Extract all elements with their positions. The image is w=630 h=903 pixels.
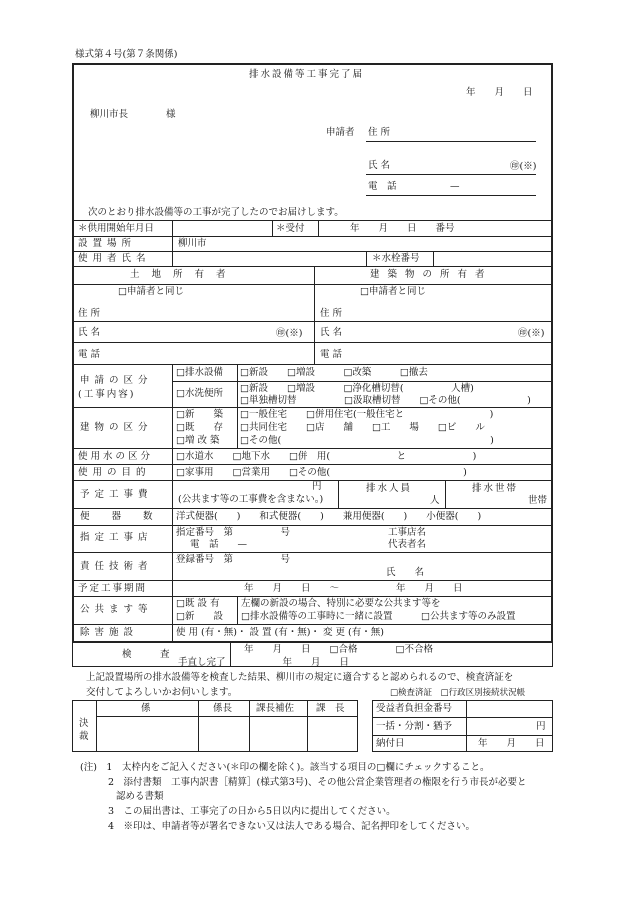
label-engineer: 責任技術者 <box>80 561 153 572</box>
rule <box>466 700 467 752</box>
representative[interactable]: 代表者名 <box>388 539 427 550</box>
rule <box>237 596 238 624</box>
engineer-name[interactable]: 氏 名 <box>386 567 425 578</box>
applicant-label: 申請者 <box>326 127 355 138</box>
rule <box>72 624 553 625</box>
toilet-options-2[interactable]: □単独槽切替 □汲取槽切替 □その他( ) <box>240 395 531 406</box>
rule <box>72 407 553 408</box>
building-phone: 電 話 <box>320 349 343 360</box>
land-seal: ㊞(※) <box>276 328 303 339</box>
contractor-phone[interactable]: 電 話 — <box>190 539 248 550</box>
b1-options[interactable]: □一般住宅 □併用住宅(一般住宅と ) <box>240 409 494 420</box>
rule <box>445 480 446 508</box>
rule <box>72 580 553 581</box>
toilet-counts[interactable]: 洋式便器( ) 和式便器( ) 兼用便器( ) 小便器( ) <box>176 511 482 522</box>
applicant-address-label: 住 所 <box>368 127 391 138</box>
rule <box>72 448 553 449</box>
pb1-check[interactable]: □既 設 有 <box>176 598 220 609</box>
contractor-no[interactable]: 指定番号 第 号 <box>176 527 291 538</box>
phone-dash: — <box>450 181 460 192</box>
rule <box>72 266 553 267</box>
approval-col-staff: 係 <box>141 703 151 714</box>
note-1: (注) 1 太枠内をご記入ください(＊印の欄を除く)。該当する項目の□欄にチェックすること。 <box>80 762 490 773</box>
name-underline[interactable] <box>366 174 536 175</box>
statement-1: 上記設置場所の排水設備等を検査した結果、柳川市の規定に適合すると認められるので、検査済証を <box>86 672 514 683</box>
rule <box>372 735 553 736</box>
label-burden-no: 受益者負担金番号 <box>376 703 453 714</box>
paid-date-value[interactable]: 年 月 日 <box>478 738 545 749</box>
label-contractor: 指定工事店 <box>80 532 153 543</box>
label-app-sub: (工事内容) <box>78 389 136 400</box>
receipt-value[interactable]: 年 月 日 番号 <box>350 223 455 234</box>
water-options[interactable]: □水道水 □地下水 □併 用( と ) <box>176 451 477 462</box>
approval-col-director: 課 長 <box>316 703 345 714</box>
label-paid-date: 納付日 <box>376 738 405 749</box>
same-land-check[interactable]: □申請者と同じ <box>118 286 184 297</box>
label-people: 排水人員 <box>366 483 413 494</box>
purpose-options[interactable]: □家事用 □営業用 □その他( ) <box>176 467 467 478</box>
b2-check[interactable]: □既 存 <box>176 422 223 433</box>
rule <box>96 700 97 752</box>
rule <box>172 624 173 643</box>
toilet-check[interactable]: □水洗便所 <box>176 388 223 399</box>
rule <box>366 251 367 266</box>
phone-underline[interactable] <box>366 195 536 196</box>
form-frame <box>72 63 553 643</box>
b3-options[interactable]: □その他( ) <box>240 435 494 446</box>
contractor-name[interactable]: 工事店名 <box>388 527 427 538</box>
label-water-type: 使用水の区分 <box>78 451 154 462</box>
inspection-result[interactable]: 年 月 日 □合格 □不合格 <box>244 644 433 655</box>
label-toilets: 便器数 <box>80 511 175 522</box>
rule <box>318 220 319 236</box>
label-public-box: 公共ます等 <box>80 604 153 615</box>
location-value[interactable]: 柳川市 <box>178 238 207 249</box>
label-households: 排水世帯 <box>472 483 519 494</box>
label-user-name: 使用者氏名 <box>78 253 151 264</box>
label-meter-no: ＊水栓番号 <box>372 253 420 264</box>
date-line[interactable]: 年 月 日 <box>466 87 533 98</box>
rule <box>72 596 553 597</box>
statement-2: 交付してよろしいかお伺いします。 <box>86 687 238 698</box>
rule <box>172 220 173 266</box>
rule <box>433 251 434 266</box>
label-location: 設置場所 <box>78 238 137 249</box>
rule <box>307 700 308 752</box>
building-seal: ㊞(※) <box>518 328 545 339</box>
applicant-name-label: 氏 名 <box>368 160 391 171</box>
cost-note: (公共ます等の工事費を含まない。) <box>178 494 324 505</box>
hazard-options[interactable]: 使 用 (有・無)・ 設 置 (有・無)・ 変 更 (有・無) <box>176 627 384 638</box>
engineer-no[interactable]: 登録番号 第 号 <box>176 554 291 565</box>
building-name: 氏 名 <box>320 327 343 338</box>
label-app-type: 申請の区分 <box>80 375 153 386</box>
period-value[interactable]: 年 月 日 〜 年 月 日 <box>244 583 463 594</box>
drain-check[interactable]: □排水設備 <box>176 367 223 378</box>
intro-text: 次のとおり排水設備等の工事が完了したのでお届けします。 <box>88 207 344 218</box>
payment-yen: 円 <box>536 721 546 732</box>
form-number: 様式第４号(第７条関係) <box>75 49 178 60</box>
address-underline[interactable] <box>366 141 536 142</box>
label-building-owner: 建築物の所有者 <box>370 269 493 280</box>
label-receipt: ＊受付 <box>276 223 305 234</box>
note-2b: 認める書類 <box>116 791 164 802</box>
label-inspection: 検 査 <box>122 649 170 660</box>
same-building-check[interactable]: □申請者と同じ <box>360 286 426 297</box>
rule <box>72 364 553 365</box>
rule <box>72 220 553 221</box>
note-3: 3 この届出書は、工事完了の日から5日以内に提出してください。 <box>108 806 396 817</box>
doc-checks[interactable]: □検査済証 □行政区別接続状況帳 <box>390 688 526 698</box>
rule <box>338 480 339 508</box>
rule <box>372 717 553 718</box>
label-building-type: 建物の区分 <box>80 422 153 433</box>
label-payment: 一括・分割・猶予 <box>376 721 453 732</box>
rule <box>314 266 315 364</box>
b2-options[interactable]: □共同住宅 □店 舗 □工 場 □ビ ル <box>240 422 485 433</box>
building-address: 住 所 <box>320 308 343 319</box>
b1-check[interactable]: □新 築 <box>176 409 223 420</box>
land-phone: 電 話 <box>78 349 101 360</box>
b3-check[interactable]: □増 改 築 <box>176 435 220 446</box>
rule <box>249 700 250 752</box>
rule <box>172 381 553 382</box>
rule <box>172 364 173 624</box>
rule <box>72 552 553 553</box>
label-period: 予定工事期間 <box>78 583 148 594</box>
people-unit: 人 <box>430 495 440 506</box>
label-start-date: ＊供用開始年月日 <box>78 223 155 234</box>
rule <box>96 716 358 717</box>
pb-note-1: 左欄の新設の場合、特別に必要な公共ます等を <box>241 598 441 609</box>
toilet-options-1[interactable]: □新設 □増設 □浄化槽切替( 人槽) <box>240 383 474 394</box>
approval-col-deputy: 課長補佐 <box>256 703 295 714</box>
rule <box>72 236 553 237</box>
rule <box>198 700 199 752</box>
households-unit: 世帯 <box>528 495 548 506</box>
land-address: 住 所 <box>78 308 101 319</box>
approval-col-chief: 係長 <box>213 703 233 714</box>
label-land-owner: 土地所有者 <box>130 269 238 280</box>
label-hazard: 除害施設 <box>80 627 139 638</box>
rule <box>72 321 553 322</box>
note-4: 4 ※印は、申請者等が署名できない又は法人である場合、記名押印をしてください。 <box>108 821 476 832</box>
rule <box>272 220 273 236</box>
rule <box>72 251 553 252</box>
rule <box>72 508 553 509</box>
seal-mark: ㊞(※) <box>510 161 537 172</box>
land-name: 氏 名 <box>78 327 101 338</box>
drain-options[interactable]: □新設 □増設 □改築 □撤去 <box>240 367 428 378</box>
note-2: 2 添付書類 工事内訳書［精算］(様式第3号)、その他公営企業管理者の権限を行う市長が必要と <box>108 777 527 788</box>
label-approval: 決裁 <box>79 718 89 742</box>
rule <box>72 525 553 526</box>
rule <box>72 464 553 465</box>
rule <box>72 284 553 285</box>
label-purpose: 使用の目的 <box>78 467 151 478</box>
inspection-fix[interactable]: 手直し完了 年 月 日 <box>178 657 350 668</box>
form-title: 排水設備等工事完了届 <box>249 69 365 80</box>
rule <box>237 364 238 448</box>
applicant-phone-label: 電 話 <box>368 181 397 192</box>
label-cost: 予定工事費 <box>80 489 153 500</box>
cost-yen: 円 <box>312 481 322 492</box>
pb2-check[interactable]: □新 設 <box>176 611 223 622</box>
pb-note-2[interactable]: □排水設備等の工事時に一緒に設置 □公共ます等のみ設置 <box>241 611 516 622</box>
addressee: 柳川市長 様 <box>90 109 176 120</box>
rule <box>72 342 553 343</box>
